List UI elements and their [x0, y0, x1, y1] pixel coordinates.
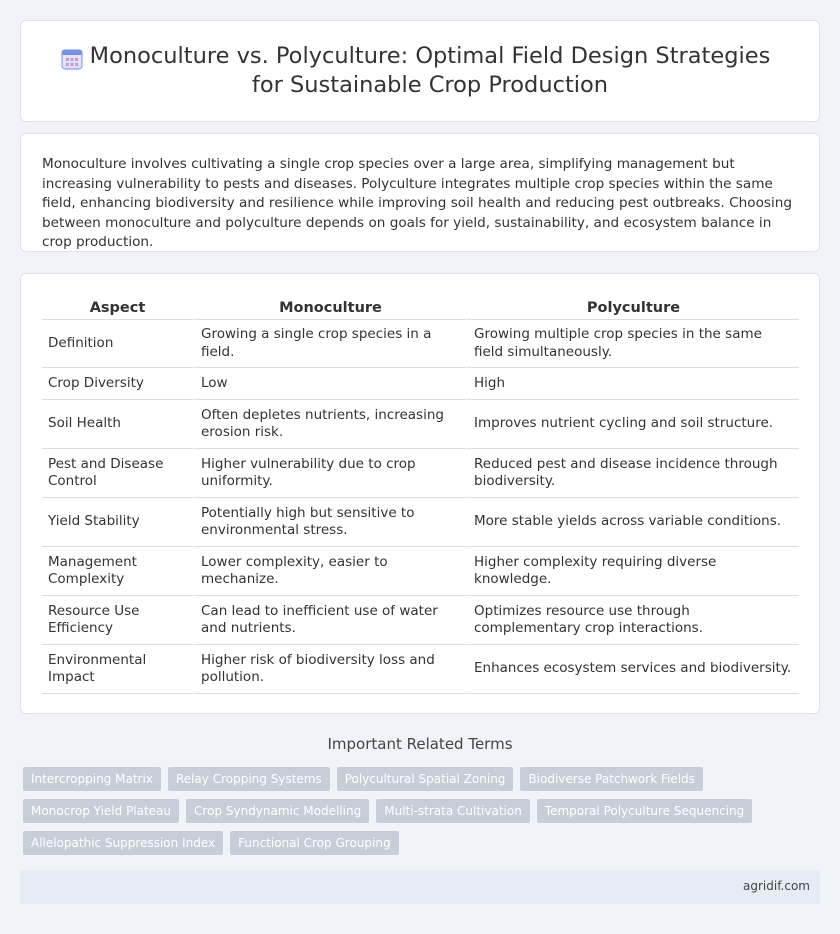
- page-title: Monoculture vs. Polyculture: Optimal Field Design Strategies for Sustainable Crop Production: [89, 43, 771, 98]
- table-cell-monoculture: Can lead to inefficient use of water and nutrients.: [193, 596, 466, 645]
- table-cell-aspect: Pest and Disease Control: [42, 449, 193, 498]
- related-terms-heading: Important Related Terms: [327, 735, 513, 753]
- header-aspect: Aspect: [42, 296, 193, 320]
- comparison-table: [42, 296, 799, 694]
- related-term-tag[interactable]: Crop Syndynamic Modelling: [186, 799, 369, 823]
- table-cell-aspect: Definition: [42, 320, 193, 368]
- table-cell-polyculture: More stable yields across variable conditions.: [466, 498, 799, 547]
- table-row: [42, 368, 799, 400]
- intro-paragraph: Monoculture involves cultivating a single crop species over a large area, simplifying management but increasing vulnerability to pests and diseases. Polyculture integrates multiple crop species within the same field, enhancing biodiversity and resilience while improving soil health and reducing pest outbreaks. Choosing between monoculture and polyculture depends on goals for yield, sustainability, and ecosystem balance in crop production.: [42, 156, 792, 250]
- table-cell-monoculture: Potentially high but sensitive to environmental stress.: [193, 498, 466, 547]
- related-term-tag[interactable]: Temporal Polyculture Sequencing: [537, 799, 752, 823]
- table-row: [42, 320, 799, 368]
- table-cell-polyculture: Higher complexity requiring diverse knowledge.: [466, 547, 799, 596]
- related-term-tag[interactable]: Functional Crop Grouping: [230, 831, 398, 855]
- table-cell-polyculture: Growing multiple crop species in the same field simultaneously.: [466, 320, 799, 368]
- footer: [20, 870, 820, 904]
- table-cell-monoculture: Lower complexity, easier to mechanize.: [193, 547, 466, 596]
- related-term-tag[interactable]: Monocrop Yield Plateau: [23, 799, 179, 823]
- header-monoculture: Monoculture: [193, 296, 466, 320]
- table-cell-aspect: Environmental Impact: [42, 645, 193, 694]
- table-cell-aspect: Resource Use Efficiency: [42, 596, 193, 645]
- table-cell-polyculture: Optimizes resource use through complementary crop interactions.: [466, 596, 799, 645]
- table-row: [42, 449, 799, 498]
- table-row: [42, 498, 799, 547]
- related-terms-list: [23, 767, 813, 855]
- table-cell-polyculture: Reduced pest and disease incidence through biodiversity.: [466, 449, 799, 498]
- related-term-tag[interactable]: Intercropping Matrix: [23, 767, 161, 791]
- table-row: [42, 400, 799, 449]
- table-cell-monoculture: Growing a single crop species in a field.: [193, 320, 466, 368]
- header-polyculture: Polyculture: [466, 296, 799, 320]
- table-cell-aspect: Crop Diversity: [42, 368, 193, 400]
- table-cell-polyculture: High: [466, 368, 799, 400]
- table-row: [42, 645, 799, 694]
- table-cell-polyculture: Improves nutrient cycling and soil structure.: [466, 400, 799, 449]
- table-cell-aspect: Soil Health: [42, 400, 193, 449]
- table-row: [42, 547, 799, 596]
- related-term-tag[interactable]: Allelopathic Suppression Index: [23, 831, 223, 855]
- related-term-tag[interactable]: Relay Cropping Systems: [168, 767, 330, 791]
- header-card: [20, 20, 820, 122]
- related-term-tag[interactable]: Multi-strata Cultivation: [376, 799, 530, 823]
- related-term-tag[interactable]: Polycultural Spatial Zoning: [337, 767, 514, 791]
- table-cell-aspect: Yield Stability: [42, 498, 193, 547]
- table-cell-monoculture: Low: [193, 368, 466, 400]
- comparison-table-card: [20, 273, 820, 714]
- related-term-tag[interactable]: Biodiverse Patchwork Fields: [520, 767, 703, 791]
- table-cell-aspect: Management Complexity: [42, 547, 193, 596]
- table-row: [42, 596, 799, 645]
- table-cell-polyculture: Enhances ecosystem services and biodiversity.: [466, 645, 799, 694]
- footer-site-link[interactable]: agridif.com: [743, 879, 810, 893]
- table-cell-monoculture: Higher risk of biodiversity loss and pollution.: [193, 645, 466, 694]
- intro-card: [20, 133, 820, 252]
- table-cell-monoculture: Often depletes nutrients, increasing erosion risk.: [193, 400, 466, 449]
- table-header-row: [42, 296, 799, 320]
- table-cell-monoculture: Higher vulnerability due to crop uniformity.: [193, 449, 466, 498]
